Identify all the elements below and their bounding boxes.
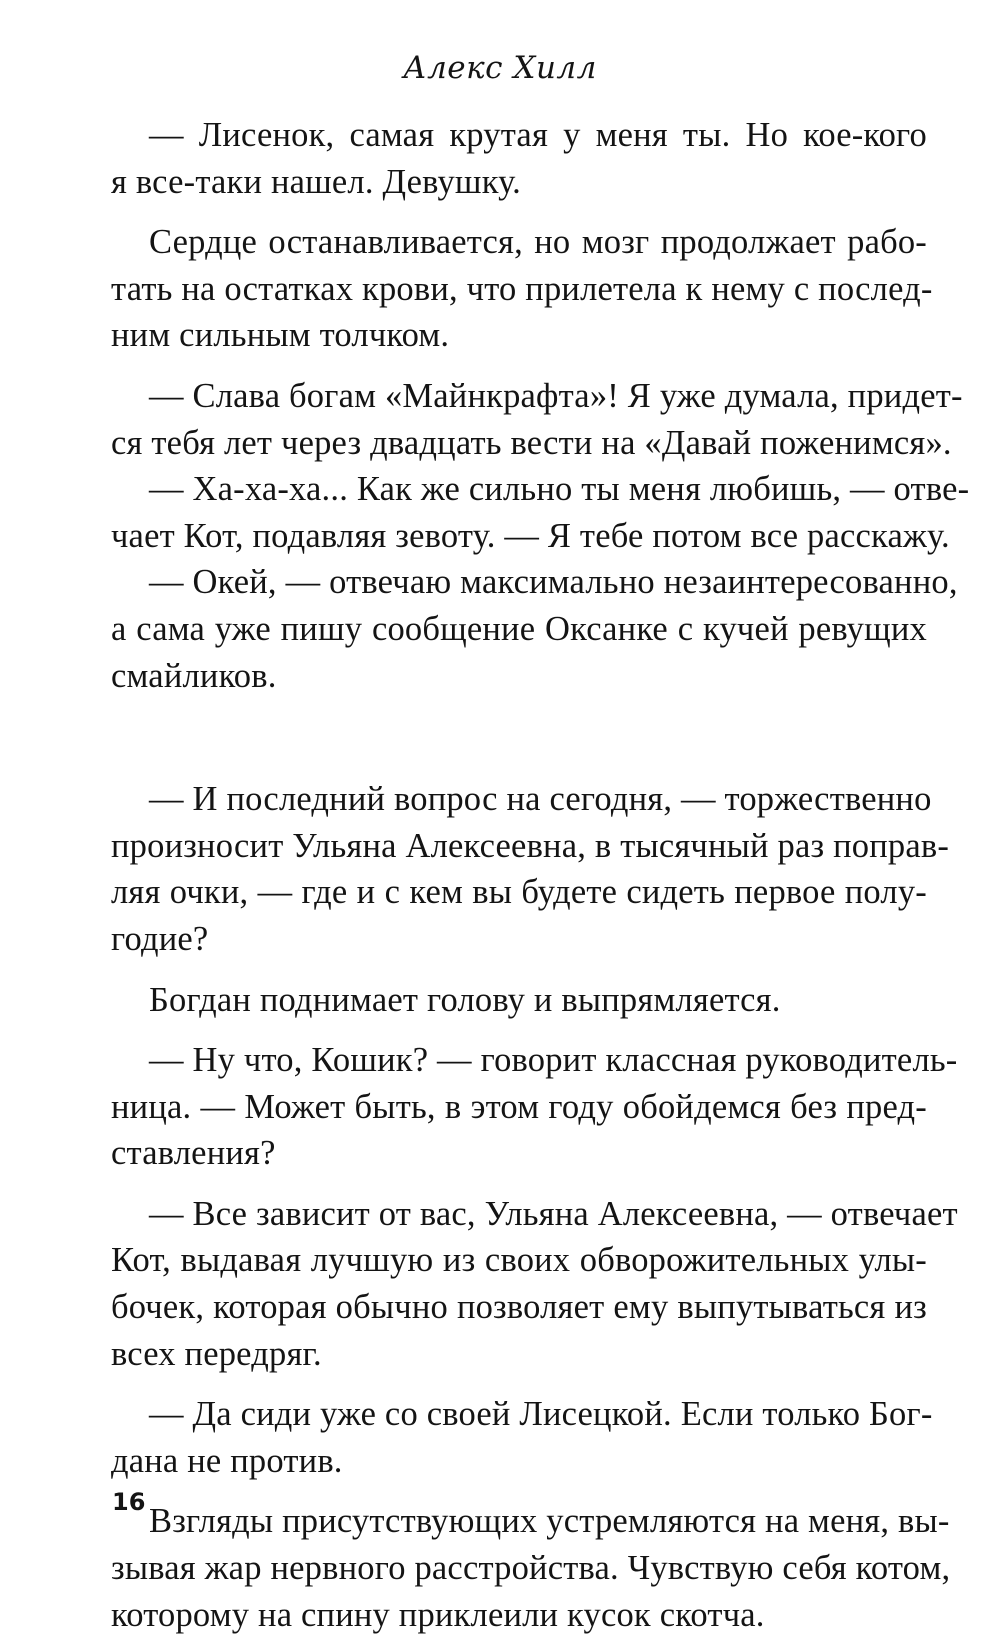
- text-line: чает Кот, подавляя зевоту. — Я тебе потом все расскажу.: [111, 516, 950, 555]
- text-line: бочек, которая обычно позволяет ему выпутываться из: [111, 1288, 927, 1327]
- text-line: — Да сиди уже со своей Лисецкой. Если только Бог-: [149, 1395, 933, 1434]
- text-line: которому на спину приклеили кусок скотча.: [111, 1595, 765, 1634]
- text-line: ляя очки, — где и с кем вы будете сидеть первое полу-: [111, 873, 927, 912]
- text-line: — Слава богам «Майнкрафта»! Я уже думала, придет-: [149, 376, 963, 415]
- text-line: а сама уже пишу сообщение Оксанке с кучей ревущих: [111, 609, 927, 648]
- text-line: — И последний вопрос на сегодня, — торжественно: [149, 780, 932, 819]
- running-head: Алекс Хилл: [403, 50, 597, 86]
- text-line: зывая жар нервного расстройства. Чувствую себя котом,: [111, 1549, 951, 1588]
- text-line: Взгляды присутствующих устремляются на меня, вы-: [149, 1502, 950, 1541]
- text-line: ставления?: [111, 1134, 276, 1173]
- text-line: — Окей, — отвечаю максимально незаинтересованно,: [149, 563, 958, 602]
- text-line: Богдан поднимает голову и выпрямляется.: [149, 980, 781, 1019]
- text-line: ним сильным толчком.: [111, 316, 450, 355]
- text-line: годие?: [111, 919, 209, 958]
- text-line: я все-таки нашел. Девушку.: [111, 162, 521, 201]
- text-line: Кот, выдавая лучшую из своих обворожительных улы-: [111, 1241, 927, 1280]
- text-line: ница. — Может быть, в этом году обойдемся без пред-: [111, 1087, 927, 1126]
- text-line: Сердце останавливается, но мозг продолжает рабо-: [149, 223, 927, 262]
- page-number: 16: [112, 1488, 146, 1516]
- text-line: тать на остатках крови, что прилетела к нему с послед-: [111, 269, 933, 308]
- text-line: произносит Ульяна Алексеевна, в тысячный раз поправ-: [111, 826, 950, 865]
- text-line: — Ну что, Кошик? — говорит классная руководитель-: [149, 1041, 958, 1080]
- scene-break: [111, 699, 927, 776]
- text-line: всех передряг.: [111, 1334, 322, 1373]
- text-line: дана не против.: [111, 1441, 343, 1480]
- text-line: смайликов.: [111, 656, 277, 695]
- text-line: — Все зависит от вас, Ульяна Алексеевна, — отвечает: [149, 1194, 958, 1233]
- text-line: — Лисенок, самая крутая у меня ты. Но кое-кого: [149, 116, 927, 154]
- text-line: ся тебя лет через двадцать вести на «Давай поженимся».: [111, 423, 952, 462]
- body-text: [111, 112, 970, 1638]
- text-line: — Ха-ха-ха... Как же сильно ты меня любишь, — отве-: [149, 470, 970, 509]
